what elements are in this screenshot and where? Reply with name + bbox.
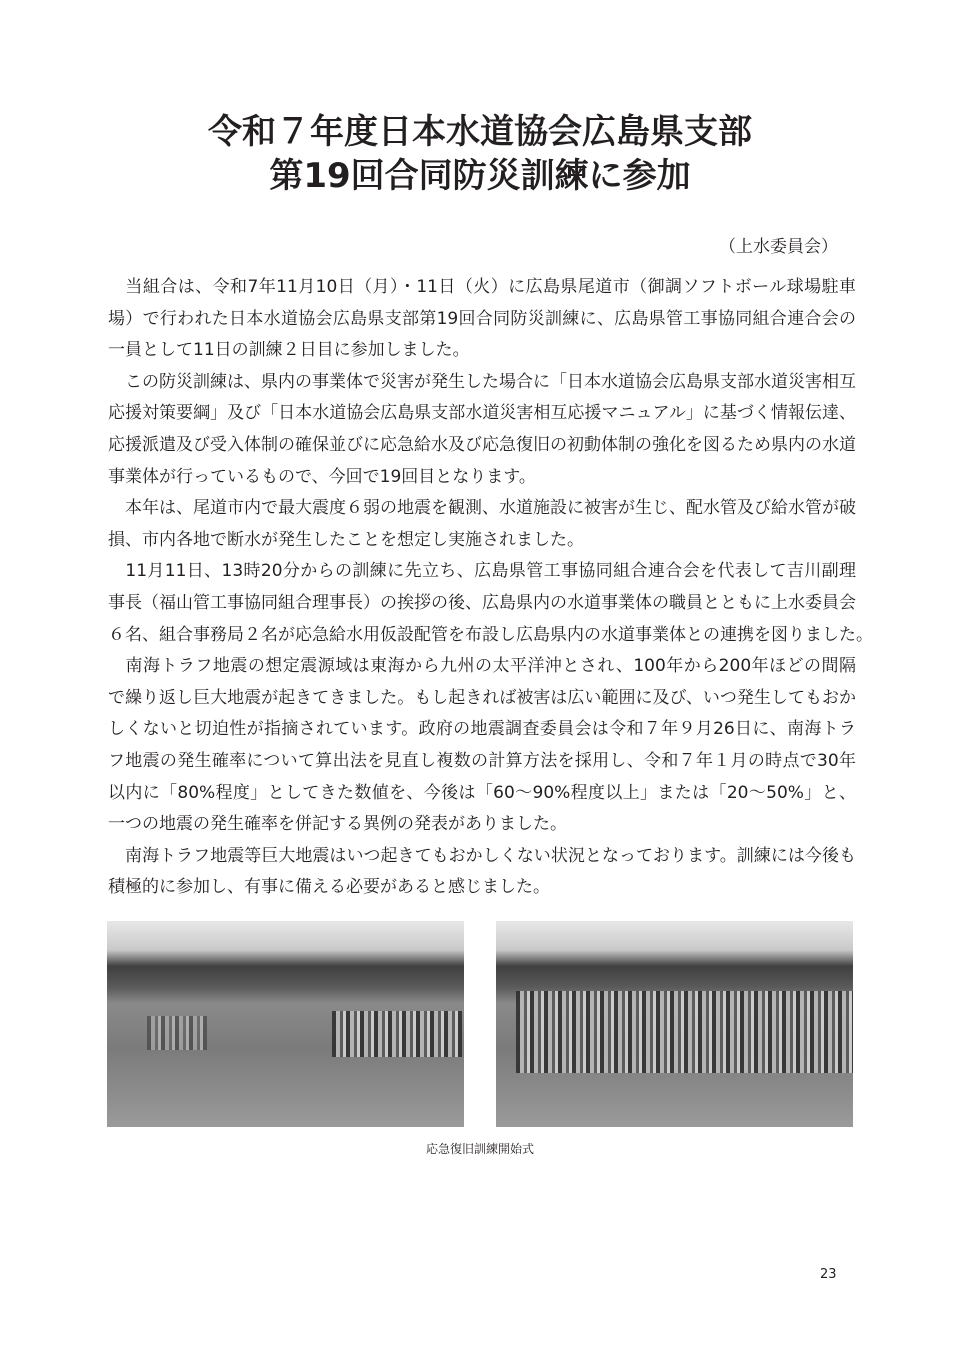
crowd-figures: [516, 991, 853, 1073]
body-line: 当組合は、令和7年11月10日（月）・11日（火）に広島県尾道市（御調ソフトボール球場駐車: [108, 277, 856, 297]
byline: （上水委員会）: [719, 237, 838, 257]
body-line: 一員として11日の訓練２日目に参加しました。: [108, 340, 470, 361]
crowd-figures: [147, 1016, 207, 1050]
body-line: 一つの地震の発生確率を併記する異例の発表がありました。: [108, 814, 567, 835]
photo-opening-ceremony-right: [496, 921, 853, 1127]
title-line-1: 令和７年度日本水道協会広島県支部: [208, 112, 752, 152]
body-line: 応援対策要綱」及び「日本水道協会広島県支部水道災害相互応援マニュアル」に基づく情報伝達、: [108, 403, 856, 424]
body-line: で繰り返し巨大地震が起きてきました。もし起きれば被害は広い範囲に及び、いつ発生してもおか: [108, 687, 856, 708]
body-line: 事業体が行っているもので、今回で19回目となります。: [108, 466, 536, 487]
body-line: 場）で行われた日本水道協会広島県支部第19回合同防災訓練に、広島県管工事協同組合連合会の: [108, 308, 856, 329]
photo-caption: 応急復旧訓練開始式: [425, 1142, 534, 1156]
body-line: ６名、組合事務局２名が応急給水用仮設配管を布設し広島県内の水道事業体との連携を図りました。: [108, 624, 873, 645]
body-line: 損、市内各地で断水が発生したことを想定し実施されました。: [108, 529, 584, 550]
crowd-figures: [332, 1011, 462, 1057]
page-number: 23: [820, 1267, 837, 1282]
title-line-2: 第19回合同防災訓練に参加: [269, 156, 691, 196]
body-line: 本年は、尾道市内で最大震度６弱の地震を観測、水道施設に被害が生じ、配水管及び給水管が破: [108, 498, 856, 519]
body-line: 南海トラフ地震の想定震源域は東海から九州の太平洋沖とされ、100年から200年ほどの間隔: [108, 656, 856, 677]
body-line: 応援派遣及び受入体制の確保並びに応急給水及び応急復旧の初動体制の強化を図るため県内の水道: [108, 434, 856, 455]
body-line: 積極的に参加し、有事に備える必要があると感じました。: [108, 877, 550, 898]
body-line: フ地震の発生確率について算出法を見直し複数の計算方法を採用し、令和７年１月の時点で30年: [108, 750, 856, 771]
body-line: この防災訓練は、県内の事業体で災害が発生した場合に「日本水道協会広島県支部水道災害相互: [108, 371, 856, 392]
body-line: 11月11日、13時20分からの訓練に先立ち、広島県管工事協同組合連合会を代表して吉川副理: [108, 561, 856, 582]
body-line: 以内に「80%程度」としてきた数値を、今後は「60～90%程度以上」または「20～50%」と、: [108, 782, 856, 803]
body-line: しくないと切迫性が指摘されています。政府の地震調査委員会は令和７年９月26日に、南海トラ: [108, 719, 856, 740]
photo-opening-ceremony-left: [107, 921, 464, 1127]
body-line: 事長（福山管工事協同組合理事長）の挨拶の後、広島県内の水道事業体の職員とともに上水委員会: [108, 592, 856, 613]
body-line: 南海トラフ地震等巨大地震はいつ起きてもおかしくない状況となっております。訓練には今後も: [108, 845, 856, 866]
article-body: [108, 272, 873, 904]
